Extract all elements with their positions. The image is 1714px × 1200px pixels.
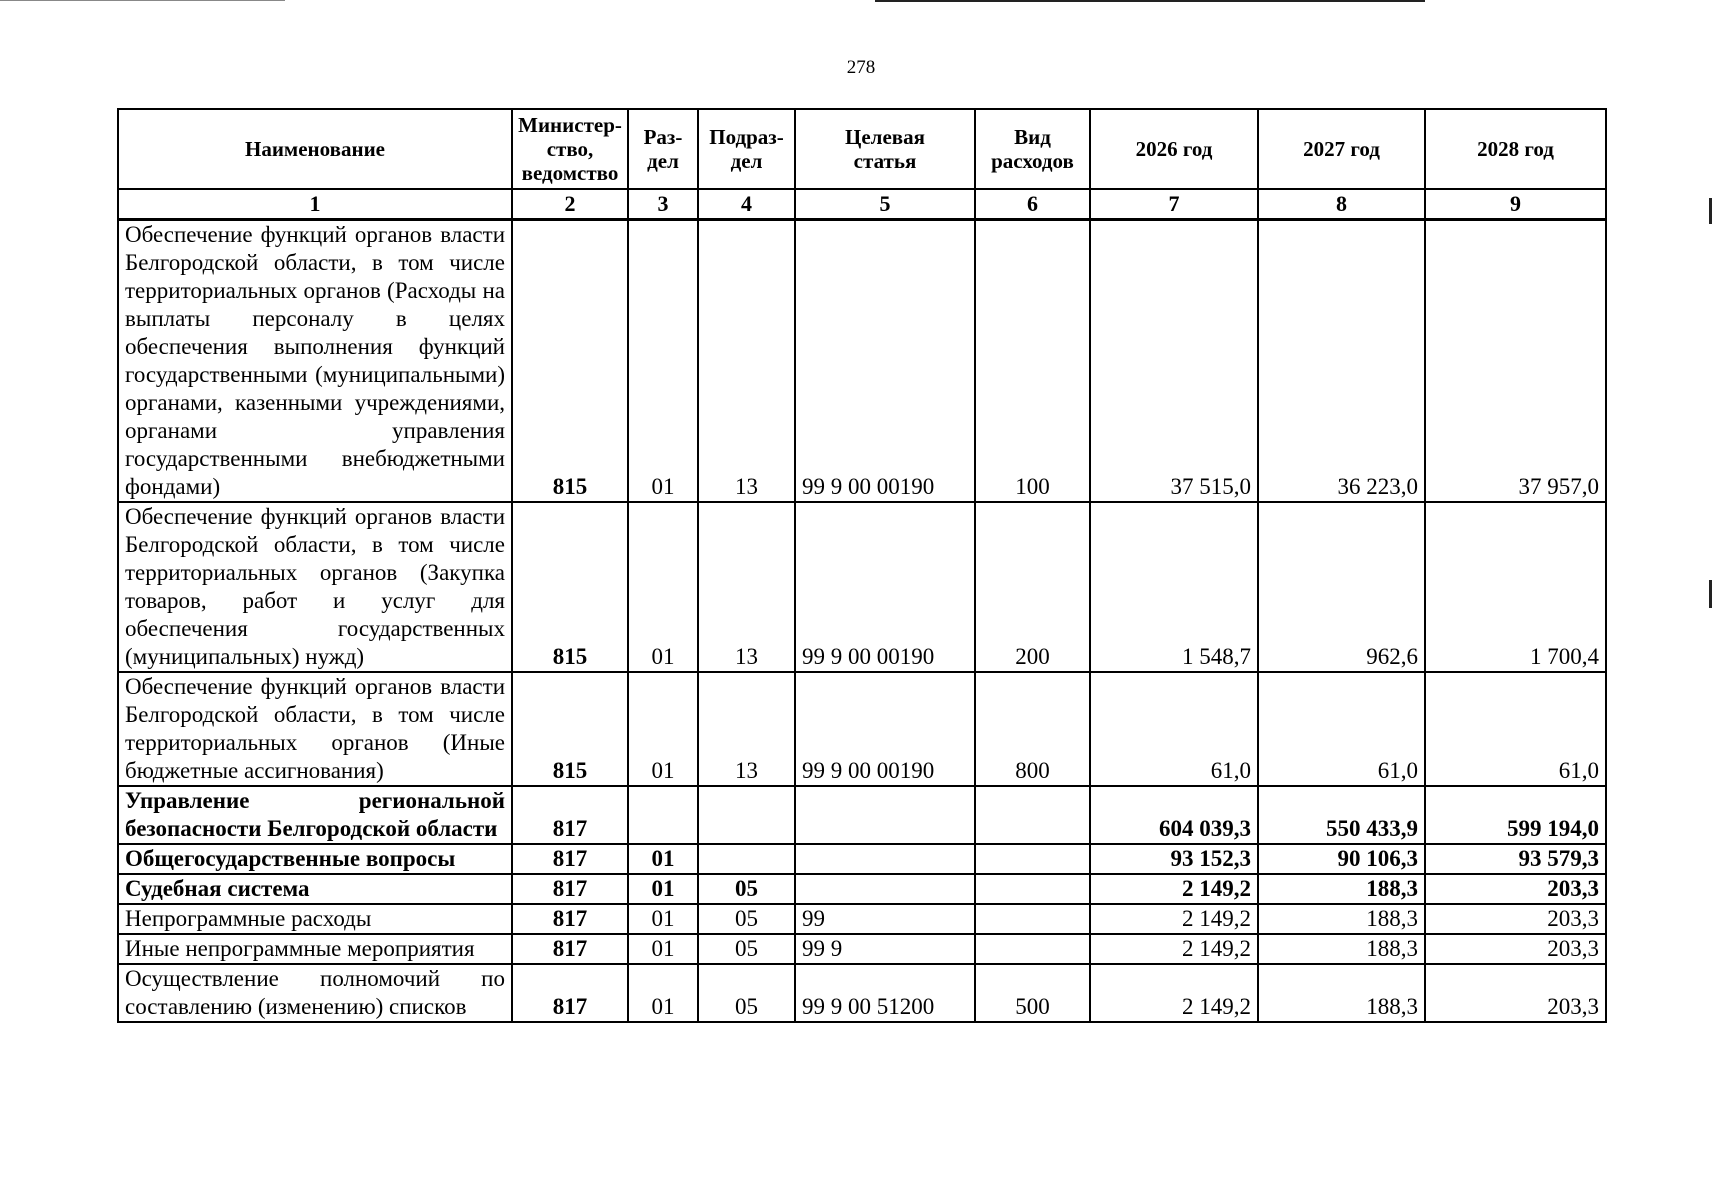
row-section: 01 bbox=[628, 874, 698, 904]
row-target: 99 9 bbox=[795, 934, 975, 964]
row-target bbox=[795, 786, 975, 844]
row-2027: 550 433,9 bbox=[1258, 786, 1425, 844]
row-2026: 37 515,0 bbox=[1090, 220, 1258, 503]
header-year-2028: 2028 год bbox=[1425, 109, 1606, 189]
row-target: 99 9 00 00190 bbox=[795, 502, 975, 672]
column-number: 2 bbox=[512, 189, 628, 220]
header-ministry-line-1: Министер- bbox=[518, 113, 622, 137]
row-subsection: 13 bbox=[698, 502, 795, 672]
header-section-line-2: дел bbox=[647, 149, 679, 173]
header-year-2026: 2026 год bbox=[1090, 109, 1258, 189]
row-name: Обеспечение функций органов власти Белгородской области, в том числе территориальных органов (Закупка товаров, работ и услуг для обеспечения государственных (муниципальных) нужд) bbox=[118, 502, 512, 672]
row-expense-type bbox=[975, 874, 1090, 904]
column-number: 6 bbox=[975, 189, 1090, 220]
column-number: 7 bbox=[1090, 189, 1258, 220]
row-section: 01 bbox=[628, 672, 698, 786]
row-2027: 188,3 bbox=[1258, 904, 1425, 934]
header-expense-type bbox=[975, 109, 1090, 189]
scan-edge-line-left bbox=[0, 0, 285, 1]
row-ministry: 817 bbox=[512, 904, 628, 934]
budget-table bbox=[117, 108, 1607, 1023]
header-subsection-line-2: дел bbox=[730, 149, 763, 173]
table-row bbox=[118, 672, 1606, 786]
row-2027: 188,3 bbox=[1258, 964, 1425, 1022]
row-subsection bbox=[698, 786, 795, 844]
row-ministry: 817 bbox=[512, 844, 628, 874]
header-ministry-line-2: ство, bbox=[546, 137, 594, 161]
header-name: Наименование bbox=[118, 109, 512, 189]
row-expense-type bbox=[975, 786, 1090, 844]
header-subsection bbox=[698, 109, 795, 189]
header-subsection-line-1: Подраз- bbox=[709, 125, 784, 149]
header-ministry bbox=[512, 109, 628, 189]
column-number: 5 bbox=[795, 189, 975, 220]
row-ministry: 815 bbox=[512, 220, 628, 503]
row-name: Обеспечение функций органов власти Белгородской области, в том числе территориальных органов (Иные бюджетные ассигнования) bbox=[118, 672, 512, 786]
row-ministry: 815 bbox=[512, 672, 628, 786]
header-expense-type-line-1: Вид bbox=[1014, 125, 1051, 149]
scan-edge-mark-lower bbox=[1709, 580, 1712, 608]
table-row bbox=[118, 964, 1606, 1022]
header-target-line-2: статья bbox=[853, 149, 917, 173]
row-2026: 2 149,2 bbox=[1090, 934, 1258, 964]
row-target: 99 bbox=[795, 904, 975, 934]
table-row bbox=[118, 874, 1606, 904]
row-section: 01 bbox=[628, 904, 698, 934]
row-expense-type: 500 bbox=[975, 964, 1090, 1022]
row-2028: 599 194,0 bbox=[1425, 786, 1606, 844]
header-target bbox=[795, 109, 975, 189]
row-subsection: 05 bbox=[698, 964, 795, 1022]
row-subsection bbox=[698, 844, 795, 874]
row-expense-type bbox=[975, 904, 1090, 934]
column-number: 9 bbox=[1425, 189, 1606, 220]
table-row bbox=[118, 502, 1606, 672]
header-section bbox=[628, 109, 698, 189]
row-2028: 203,3 bbox=[1425, 964, 1606, 1022]
row-2028: 203,3 bbox=[1425, 934, 1606, 964]
row-2028: 93 579,3 bbox=[1425, 844, 1606, 874]
row-2028: 203,3 bbox=[1425, 904, 1606, 934]
table-row bbox=[118, 220, 1606, 503]
header-section-line-1: Раз- bbox=[643, 125, 683, 149]
row-2028: 203,3 bbox=[1425, 874, 1606, 904]
row-2026: 61,0 bbox=[1090, 672, 1258, 786]
column-number: 4 bbox=[698, 189, 795, 220]
row-subsection: 05 bbox=[698, 874, 795, 904]
row-2027: 36 223,0 bbox=[1258, 220, 1425, 503]
row-section: 01 bbox=[628, 934, 698, 964]
row-subsection: 13 bbox=[698, 220, 795, 503]
row-name: Общегосударственные вопросы bbox=[118, 844, 512, 874]
row-2027: 962,6 bbox=[1258, 502, 1425, 672]
row-ministry: 817 bbox=[512, 934, 628, 964]
table-row bbox=[118, 934, 1606, 964]
row-section: 01 bbox=[628, 502, 698, 672]
row-2027: 61,0 bbox=[1258, 672, 1425, 786]
table-row bbox=[118, 786, 1606, 844]
row-expense-type: 800 bbox=[975, 672, 1090, 786]
row-2028: 61,0 bbox=[1425, 672, 1606, 786]
row-name: Иные непрограммные мероприятия bbox=[118, 934, 512, 964]
row-2026: 2 149,2 bbox=[1090, 964, 1258, 1022]
row-subsection: 13 bbox=[698, 672, 795, 786]
row-2028: 1 700,4 bbox=[1425, 502, 1606, 672]
row-2027: 90 106,3 bbox=[1258, 844, 1425, 874]
row-target: 99 9 00 00190 bbox=[795, 672, 975, 786]
column-number: 1 bbox=[118, 189, 512, 220]
row-2026: 2 149,2 bbox=[1090, 904, 1258, 934]
row-2028: 37 957,0 bbox=[1425, 220, 1606, 503]
row-section: 01 bbox=[628, 844, 698, 874]
row-expense-type: 100 bbox=[975, 220, 1090, 503]
row-name: Обеспечение функций органов власти Белгородской области, в том числе территориальных органов (Расходы на выплаты персоналу в целях обеспечения выполнения функций государственными (муниципальными) органами, казенными учреждениями, органами управления государственными внебюджетными фондами) bbox=[118, 220, 512, 503]
row-expense-type bbox=[975, 844, 1090, 874]
column-number: 3 bbox=[628, 189, 698, 220]
scan-edge-mark-upper bbox=[1709, 198, 1712, 224]
row-expense-type bbox=[975, 934, 1090, 964]
page-number: 278 bbox=[846, 57, 876, 78]
row-2026: 604 039,3 bbox=[1090, 786, 1258, 844]
row-2026: 1 548,7 bbox=[1090, 502, 1258, 672]
row-2026: 2 149,2 bbox=[1090, 874, 1258, 904]
row-target bbox=[795, 844, 975, 874]
column-number: 8 bbox=[1258, 189, 1425, 220]
row-name: Осуществление полномочий по составлению (изменению) списков bbox=[118, 964, 512, 1022]
header-target-line-1: Целевая bbox=[845, 125, 925, 149]
row-2027: 188,3 bbox=[1258, 874, 1425, 904]
header-ministry-line-3: ведомство bbox=[521, 161, 619, 185]
row-name: Управление региональной безопасности Белгородской области bbox=[118, 786, 512, 844]
header-expense-type-line-2: расходов bbox=[991, 149, 1074, 173]
table-row bbox=[118, 904, 1606, 934]
row-ministry: 815 bbox=[512, 502, 628, 672]
row-2027: 188,3 bbox=[1258, 934, 1425, 964]
row-target bbox=[795, 874, 975, 904]
row-name: Непрограммные расходы bbox=[118, 904, 512, 934]
row-subsection: 05 bbox=[698, 934, 795, 964]
row-subsection: 05 bbox=[698, 904, 795, 934]
row-expense-type: 200 bbox=[975, 502, 1090, 672]
row-ministry: 817 bbox=[512, 786, 628, 844]
row-name: Судебная система bbox=[118, 874, 512, 904]
row-ministry: 817 bbox=[512, 874, 628, 904]
row-section: 01 bbox=[628, 964, 698, 1022]
row-ministry: 817 bbox=[512, 964, 628, 1022]
column-number-row bbox=[118, 189, 1606, 220]
row-target: 99 9 00 00190 bbox=[795, 220, 975, 503]
row-section: 01 bbox=[628, 220, 698, 503]
row-target: 99 9 00 51200 bbox=[795, 964, 975, 1022]
table-row bbox=[118, 844, 1606, 874]
header-row bbox=[118, 109, 1606, 189]
scan-edge-line-top bbox=[875, 0, 1425, 2]
row-section bbox=[628, 786, 698, 844]
row-2026: 93 152,3 bbox=[1090, 844, 1258, 874]
header-year-2027: 2027 год bbox=[1258, 109, 1425, 189]
